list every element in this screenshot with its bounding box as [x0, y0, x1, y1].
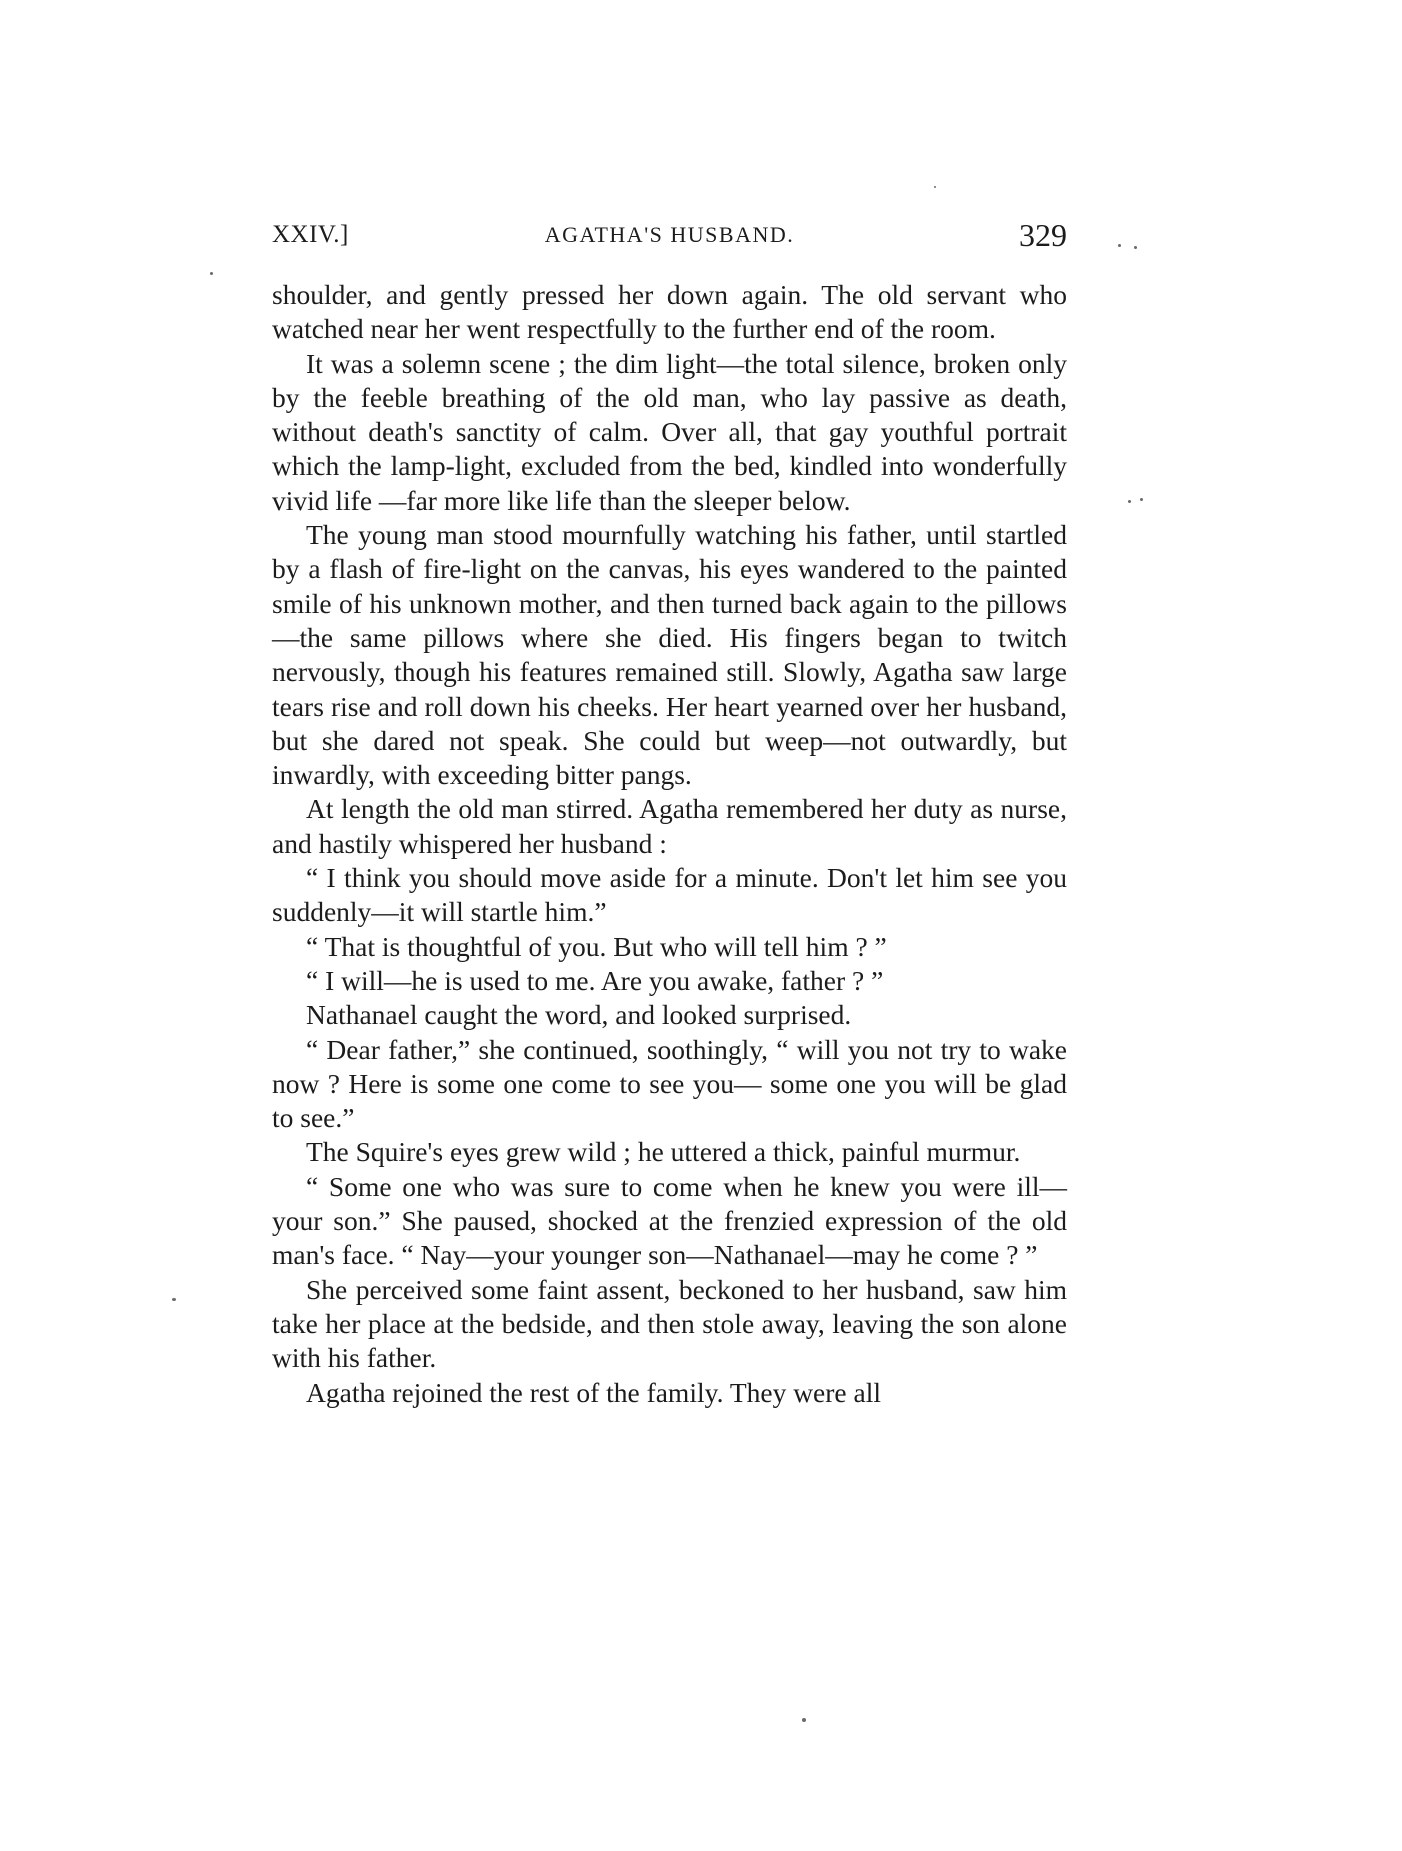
paragraph-continuation: shoulder, and gently pressed her down again. The old servant who watched near her went respectfully to the further end of the room. — [272, 279, 1067, 345]
paragraph: It was a solemn scene ; the dim light—the total silence, broken only by the feeble breathing of the old man, who lay passive as death, without death's sanctity of calm. Over all, that gay youthful portrait which the lamp-light, excluded from the bed, kindled into wonderfully vivid life —far more like life than the sleeper below. — [272, 347, 1067, 516]
paragraph: At length the old man stirred. Agatha remembered her duty as nurse, and hastily whispered her husband : — [272, 793, 1067, 859]
paragraph: “ Some one who was sure to come when he knew you were ill—your son.” She paused, shocked at the frenzied expression of the old man's face. “ Nay—your younger son—Nathanael—may he come ? ” — [272, 1170, 1067, 1271]
scan-speck — [1128, 500, 1131, 503]
chapter-marker: XXIV.] — [272, 221, 349, 248]
page-number: 329 — [1019, 217, 1067, 253]
paragraph: “ That is thoughtful of you. But who will tell him ? ” — [306, 930, 887, 962]
scan-speck — [172, 1298, 176, 1301]
paragraph: “ I will—he is used to me. Are you awake, father ? ” — [306, 964, 884, 996]
paragraph: She perceived some faint assent, beckoned to her husband, saw him take her place at the bedside, and then stole away, leaving the son alone with his father. — [272, 1273, 1067, 1374]
scan-speck — [1118, 244, 1121, 247]
body-text — [272, 278, 1067, 1410]
paragraph: The Squire's eyes grew wild ; he uttered a thick, painful murmur. — [306, 1136, 1021, 1168]
running-title: AGATHA'S HUSBAND. — [544, 222, 795, 247]
paragraph: Nathanael caught the word, and looked surprised. — [306, 999, 852, 1031]
scan-speck — [802, 1718, 806, 1722]
paragraph: The young man stood mournfully watching his father, until startled by a flash of fire-light on the canvas, his eyes wandered to the painted smile of his unknown mother, and then turned back again to the pillows—the same pillows where she died. His fingers began to twitch nervously, though his features remained still. Slowly, Agatha saw large tears rise and roll down his cheeks. Her heart yearned over her husband, but she dared not speak. She could but weep—not outwardly, but inwardly, with exceeding bitter pangs. — [272, 519, 1067, 791]
scan-speck — [934, 186, 936, 188]
running-header — [272, 210, 1067, 260]
scan-speck — [1134, 246, 1137, 249]
scan-speck — [210, 272, 213, 275]
paragraph: “ I think you should move aside for a minute. Don't let him see you suddenly—it will startle him.” — [272, 862, 1067, 928]
paragraph: “ Dear father,” she continued, soothingly, “ will you not try to wake now ? Here is some one come to see you— some one you will be glad to see.” — [272, 1033, 1067, 1134]
paragraph-last: Agatha rejoined the rest of the family. They were all — [306, 1376, 881, 1408]
scan-speck — [1140, 498, 1143, 501]
